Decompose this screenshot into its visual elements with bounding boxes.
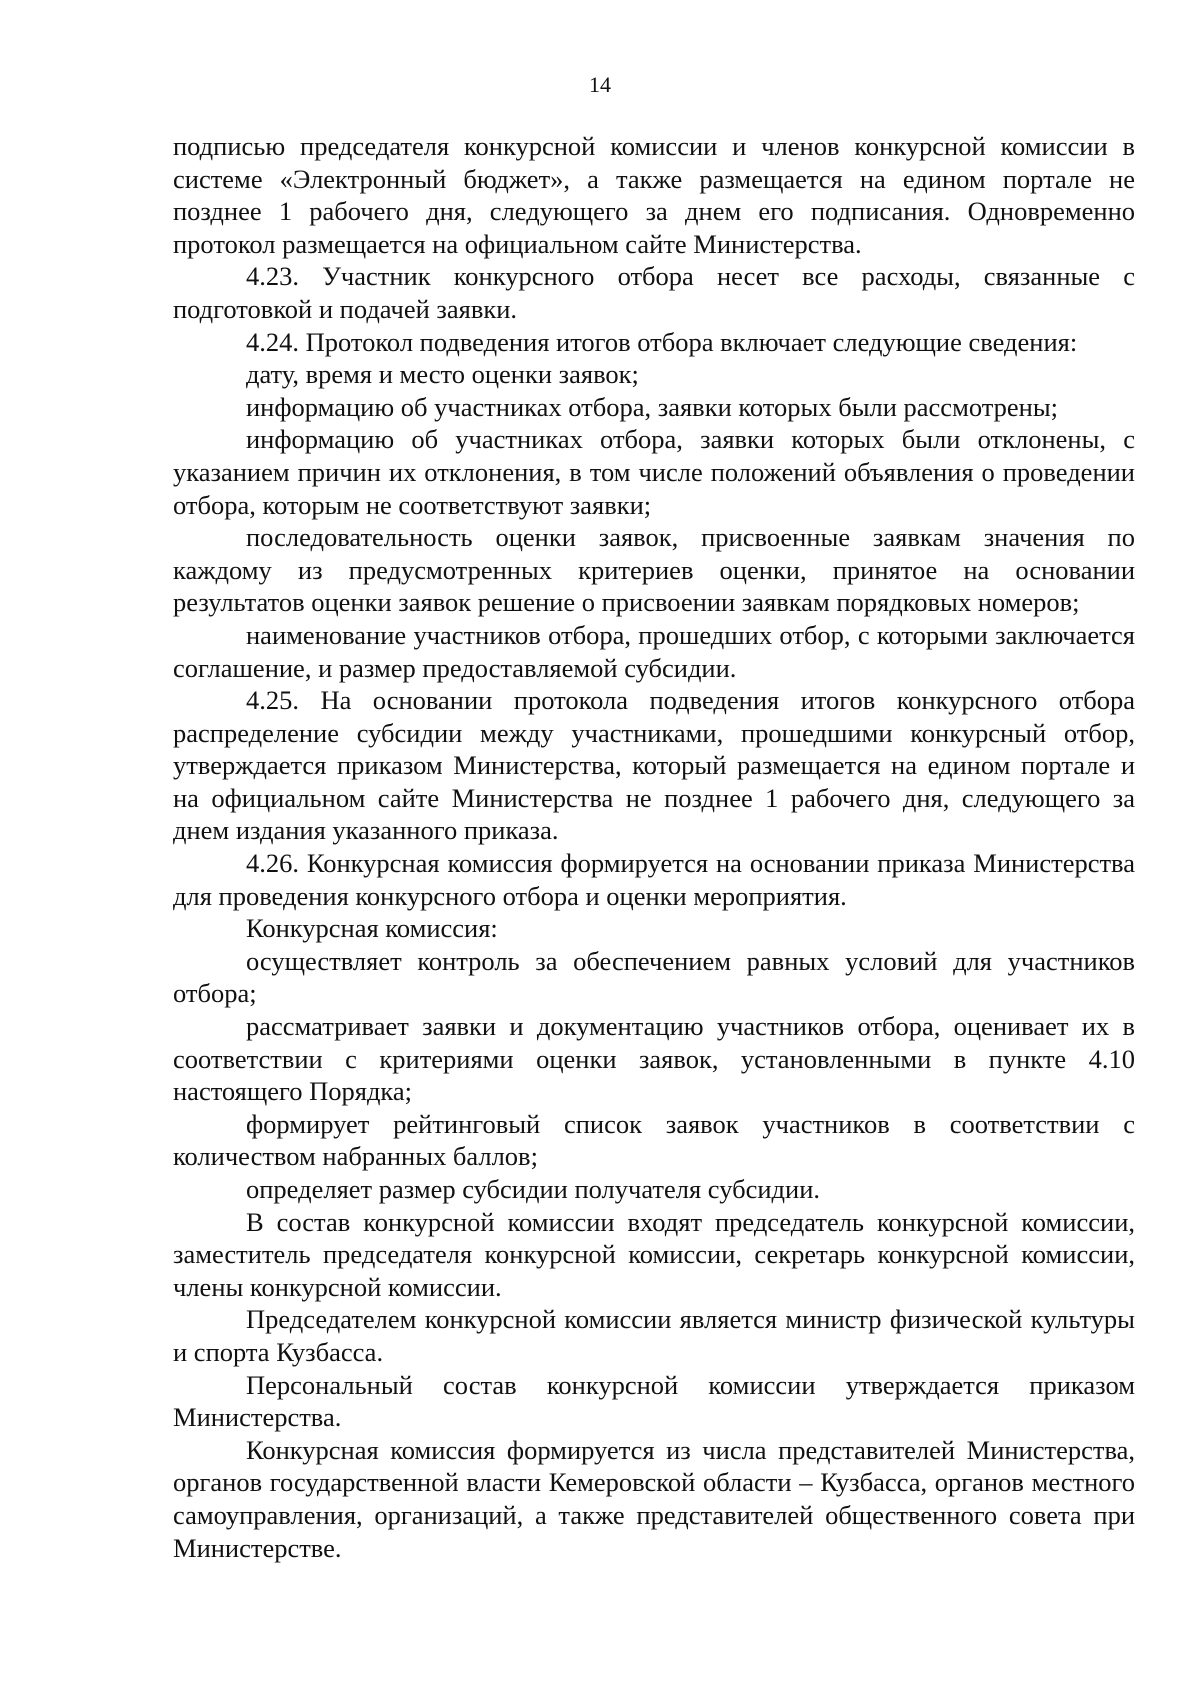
paragraph: 4.24. Протокол подведения итогов отбора включает следующие сведения: xyxy=(246,326,1078,357)
paragraph: В состав конкурсной комиссии входят председатель конкурсной комиссии, заместитель председателя конкурсной комиссии, секретарь конкурсной комиссии, члены конкурсной комиссии. xyxy=(173,1206,1135,1302)
paragraph: информацию об участниках отбора, заявки которых были рассмотрены; xyxy=(246,391,1059,422)
document-body xyxy=(173,130,1135,1564)
paragraph: 4.23. Участник конкурсного отбора несет все расходы, связанные с подготовкой и подачей заявки. xyxy=(173,261,1135,324)
paragraph: Конкурсная комиссия формируется из числа представителей Министерства, органов государственной власти Кемеровской области – Кузбасса, органов местного самоуправления, организаций, а также представителей общественного совета при Министерстве. xyxy=(173,1434,1135,1563)
paragraph: рассматривает заявки и документацию участников отбора, оценивает их в соответствии с критериями оценки заявок, установленными в пункте 4.10 настоящего Порядка; xyxy=(173,1011,1135,1107)
paragraph: Персональный состав конкурсной комиссии утверждается приказом Министерства. xyxy=(173,1369,1135,1433)
paragraph: дату, время и место оценки заявок; xyxy=(246,359,639,390)
page-number: 14 xyxy=(589,72,611,97)
paragraph: Конкурсная комиссия: xyxy=(246,913,498,944)
paragraph: формирует рейтинговый список заявок участников в соответствии с количеством набранных баллов; xyxy=(173,1108,1135,1172)
paragraph: подписью председателя конкурсной комиссии и членов конкурсной комиссии в системе «Электронный бюджет», а также размещается на едином портале не позднее 1 рабочего дня, следующего за днем его подписания. Одновременно протокол размещается на официальном сайте Министерства. xyxy=(173,131,1135,259)
paragraph: определяет размер субсидии получателя субсидии. xyxy=(246,1174,820,1204)
paragraph: 4.26. Конкурсная комиссия формируется на основании приказа Министерства для проведения конкурсного отбора и оценки мероприятия. xyxy=(173,848,1135,911)
paragraph: осуществляет контроль за обеспечением равных условий для участников отбора; xyxy=(173,945,1135,1009)
paragraph: Председателем конкурсной комиссии является министр физической культуры и спорта Кузбасса. xyxy=(173,1304,1135,1367)
paragraph: последовательность оценки заявок, присвоенные заявкам значения по каждому из предусмотренных критериев оценки, принятое на основании результатов оценки заявок решение о присвоении заявкам порядковых номеров; xyxy=(173,522,1135,618)
paragraph: информацию об участниках отбора, заявки которых были отклонены, с указанием причин их отклонения, в том числе положений объявления о проведении отбора, которым не соответствуют заявки; xyxy=(173,424,1135,520)
paragraph: наименование участников отбора, прошедших отбор, с которыми заключается соглашение, и размер предоставляемой субсидии. xyxy=(173,619,1135,683)
paragraph: 4.25. На основании протокола подведения итогов конкурсного отбора распределение субсидии между участниками, прошедшими конкурсный отбор, утверждается приказом Министерства, который размещается на едином портале и на официальном сайте Министерства не позднее 1 рабочего дня, следующего за днем издания указанного приказа. xyxy=(173,685,1135,846)
